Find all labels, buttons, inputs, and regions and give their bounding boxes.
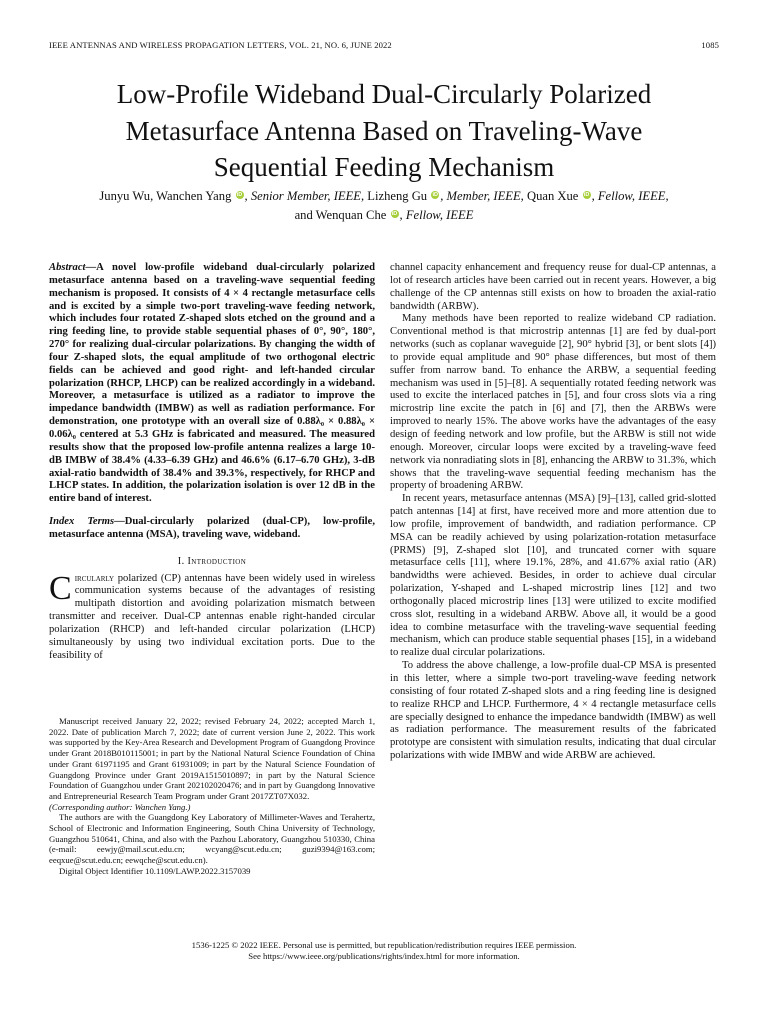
drop-cap: C — [49, 569, 72, 607]
footnote — [49, 716, 375, 877]
footnote-affiliation: The authors are with the Guangdong Key Laboratory of Millimeter-Waves and Terahertz, School of Electronic and Information Engineering, South China University of Technology, Guangzhou 510641, China, and also with the Pazhou Laboratory, Guangzhou 510330, China (e-mail: eewjy@mail.scut.edu.cn; wcyang@scut.edu.cn; guzi9394@163.com; eeqxue@scut.edu.cn; eewqche@scut.edu.cn). — [49, 812, 375, 866]
author-name: and Wenquan Che — [294, 208, 387, 222]
page-number: 1085 — [701, 40, 719, 50]
index-terms-text: —Dual-circularly polarized (dual-CP), low-profile, metasurface antenna (MSA), traveling wave, wideband. — [49, 516, 375, 540]
abstract-text: —A novel low-profile wideband dual-circularly polarized metasurface antenna based on a traveling-wave sequential feeding mechanism is proposed. It consists of 4 × 4 rectangle metasurface cells and is excited by a simple two-port traveling-wave feeding network, which includes four rotated Z-shaped slots etched on the ground and a ring feeding line, to provide stable sequential phases of 0°, 90°, 180°, 270° for realizing dual-circular polarizations. By changing the width of four Z-shaped slots, the equal amplitude of two orthogonal electric fields can be achieved and good right- and left-handed circular polarization (RHCP, LHCP) can be realized accordingly in a wideband. Moreover, a metasurface is utilized as a radiator to improve the impedance bandwidth (IMBW) as well as radiation performance. For demonstration, one prototype with an overall size of 0.88λ₀ × 0.88λ₀ × 0.06λ₀ centered at 5.3 GHz is fabricated and measured. The measured results show that the proposed low-profile antenna realizes a large 10-dB IMBW of 38.4% (4.33–6.39 GHz) and 46.6% (6.17–6.70 GHz), 3-dB axial-ratio bandwidth of 38.4% and 39.3%, respectively, for RHCP and LHCP states. In addition, the polarization isolation is over 12 dB in the entire band of interest. — [49, 262, 375, 505]
title-line: Sequential Feeding Mechanism — [213, 152, 555, 182]
intro-text: polarized (CP) antennas have been widely used in wireless communication systems because of the advantages of resisting multipath distortion and avoiding polarization mismatch between transmitter and receiver. Dual-CP antennas enable right-handed circular polarization (RHCP) and left-handed circular polarization (LHCP) simultaneously by using two individual excitation ports. Due to the feasibility of — [49, 572, 375, 661]
section-heading — [49, 556, 375, 569]
body-paragraph: Many methods have been reported to realize wideband CP radiation. Conventional method is that microstrip antennas [1] are fed by dual-port networks (such as coplanar waveguide [2], 90° hybrid [3], or bent slots [4]) to provide equal amplitude and 90° phase differences, but most of them suffer from narrow band. To enhance the ARBW, a sequential feeding mechanism was used in [5]–[8]. A sequentially rotated feeding network was used to excite the interlaced patches in [5], and four cross slots via a ring microstrip line excite the patch in [6] and [7], then the ARBWs were improved to nearly 15%. The above works have the advantages of the easy design of feeding network and low profile, but the ARBW is still not wide enough. Moreover, circular loops were excited by a traveling-wave feed network via nonradiating slots in [8], enhancing the ARBW to 31.3%, which shows that the traveling-wave sequential feeding mechanism has the property of broadening ARBW. — [390, 313, 716, 492]
section-title: Introduction — [187, 555, 247, 567]
copyright-notice — [40, 940, 728, 962]
footnote-funding: Manuscript received January 22, 2022; revised February 24, 2022; accepted March 1, 2022. Date of publication March 7, 2022; date of current version June 2, 2022. This work was supported by the Key-Area Research and Development Program of Guangdong Province under Grant 2018B010115001; in part by the National Natural Science Foundation of China under Grant 61971195 and Grant 61931009; in part by the Natural Science Foundation of Guangdong Province under Grant 2019A1515010897; in part by the Natural Science Foundation of Guangzhou under Grant 202102020476; and in part by Guangdong Innovative and Entrepreneurial Research Team Program under Grant 2017ZT07X032. — [49, 716, 375, 801]
title-line: Metasurface Antenna Based on Traveling-Wave — [125, 115, 643, 146]
author-name: Lizheng Gu — [364, 189, 428, 203]
author-role: , Fellow, IEEE — [399, 208, 474, 222]
right-column — [390, 262, 716, 763]
author-list — [40, 187, 728, 225]
footnote-corresponding: (Corresponding author: Wanchen Yang.) — [49, 801, 191, 812]
author-role: , Senior Member, IEEE, — [244, 189, 365, 203]
section-number: I. — [177, 555, 188, 567]
index-terms-label: Index Terms — [49, 516, 115, 528]
paper-title — [40, 76, 728, 186]
orcid-icon[interactable]: iD — [236, 192, 243, 198]
copyright-line: See https://www.ieee.org/publications/rights/index.html for more information. — [248, 951, 520, 961]
body-paragraph: channel capacity enhancement and frequency reuse for dual-CP antennas, a lot of research articles have been carried out in recent years. However, a big challenge of the CP antennas still exists on how to broaden the axial-ratio bandwidth (ARBW). — [390, 262, 716, 312]
left-column — [49, 262, 375, 662]
footnote-doi: Digital Object Identifier 10.1109/LAWP.2022.3157039 — [59, 865, 251, 876]
author-name: Junyu Wu, Wanchen Yang — [99, 189, 232, 203]
author-role: , Fellow, IEEE, — [591, 189, 669, 203]
copyright-line: 1536-1225 © 2022 IEEE. Personal use is permitted, but republication/redistribution requires IEEE permission. — [191, 940, 577, 950]
orcid-icon[interactable]: iD — [432, 192, 438, 198]
body-paragraph: To address the above challenge, a low-profile dual-CP MSA is presented in this letter, where a simple two-port traveling-wave feeding network consisting of four rotated Z-shaped slots and a ring feeding line is designed to realize RHCP and LHCP. Furthermore, 4 × 4 rectangle metasurface cells are specially designed to enhance the impedance bandwidth (IMBW) as well as radiation performance. The measurement results of the fabricated prototype are consistent with simulation results, indicating that dual circular polarizations with wide IMBW and wide ARBW are achieved. — [390, 660, 716, 762]
title-line: Low-Profile Wideband Dual-Circularly Polarized — [116, 79, 652, 109]
running-header — [49, 40, 719, 54]
drop-cap-rest: ircularly — [74, 572, 115, 584]
abstract-label: Abstract — [49, 262, 86, 273]
abstract — [49, 262, 375, 506]
body-paragraph: In recent years, metasurface antennas (MSA) [9]–[13], called grid-slotted patch antennas [14] at first, have received more and more attention due to low profile, improvement of bandwidth, and radiation performance. CP MSA can be readily achieved by using polarization-rotation metasurface (PRMS) [9], Z-shaped slot [10], and truncated corner with square metasurface cells [11], where 19.1%, 28%, and 41.67% axial ratio (AR) bandwidths were achieved. Besides, in order to achieve dual circular polarization, Y-shaped and L-shaped microstrip lines [12] and two orthogonally placed microstrip lines [13] were utilized to excite modified cross slot, resulting in a wideband ARBW. Above all, it would be a good idea to combine metasurface with the traveling-wave sequential feeding mechanism, which can produce stable sequential phases [15], in a wideband to realize dual circular polarizations. — [390, 493, 716, 659]
orcid-icon[interactable]: iD — [391, 211, 398, 217]
intro-paragraph — [49, 569, 375, 663]
author-role: , Member, IEEE, — [440, 189, 524, 203]
orcid-icon[interactable]: iD — [583, 192, 590, 198]
author-name: Quan Xue — [523, 189, 579, 203]
journal-name: IEEE ANTENNAS AND WIRELESS PROPAGATION LETTERS, VOL. 21, NO. 6, JUNE 2022 — [49, 40, 392, 50]
index-terms — [49, 516, 375, 542]
